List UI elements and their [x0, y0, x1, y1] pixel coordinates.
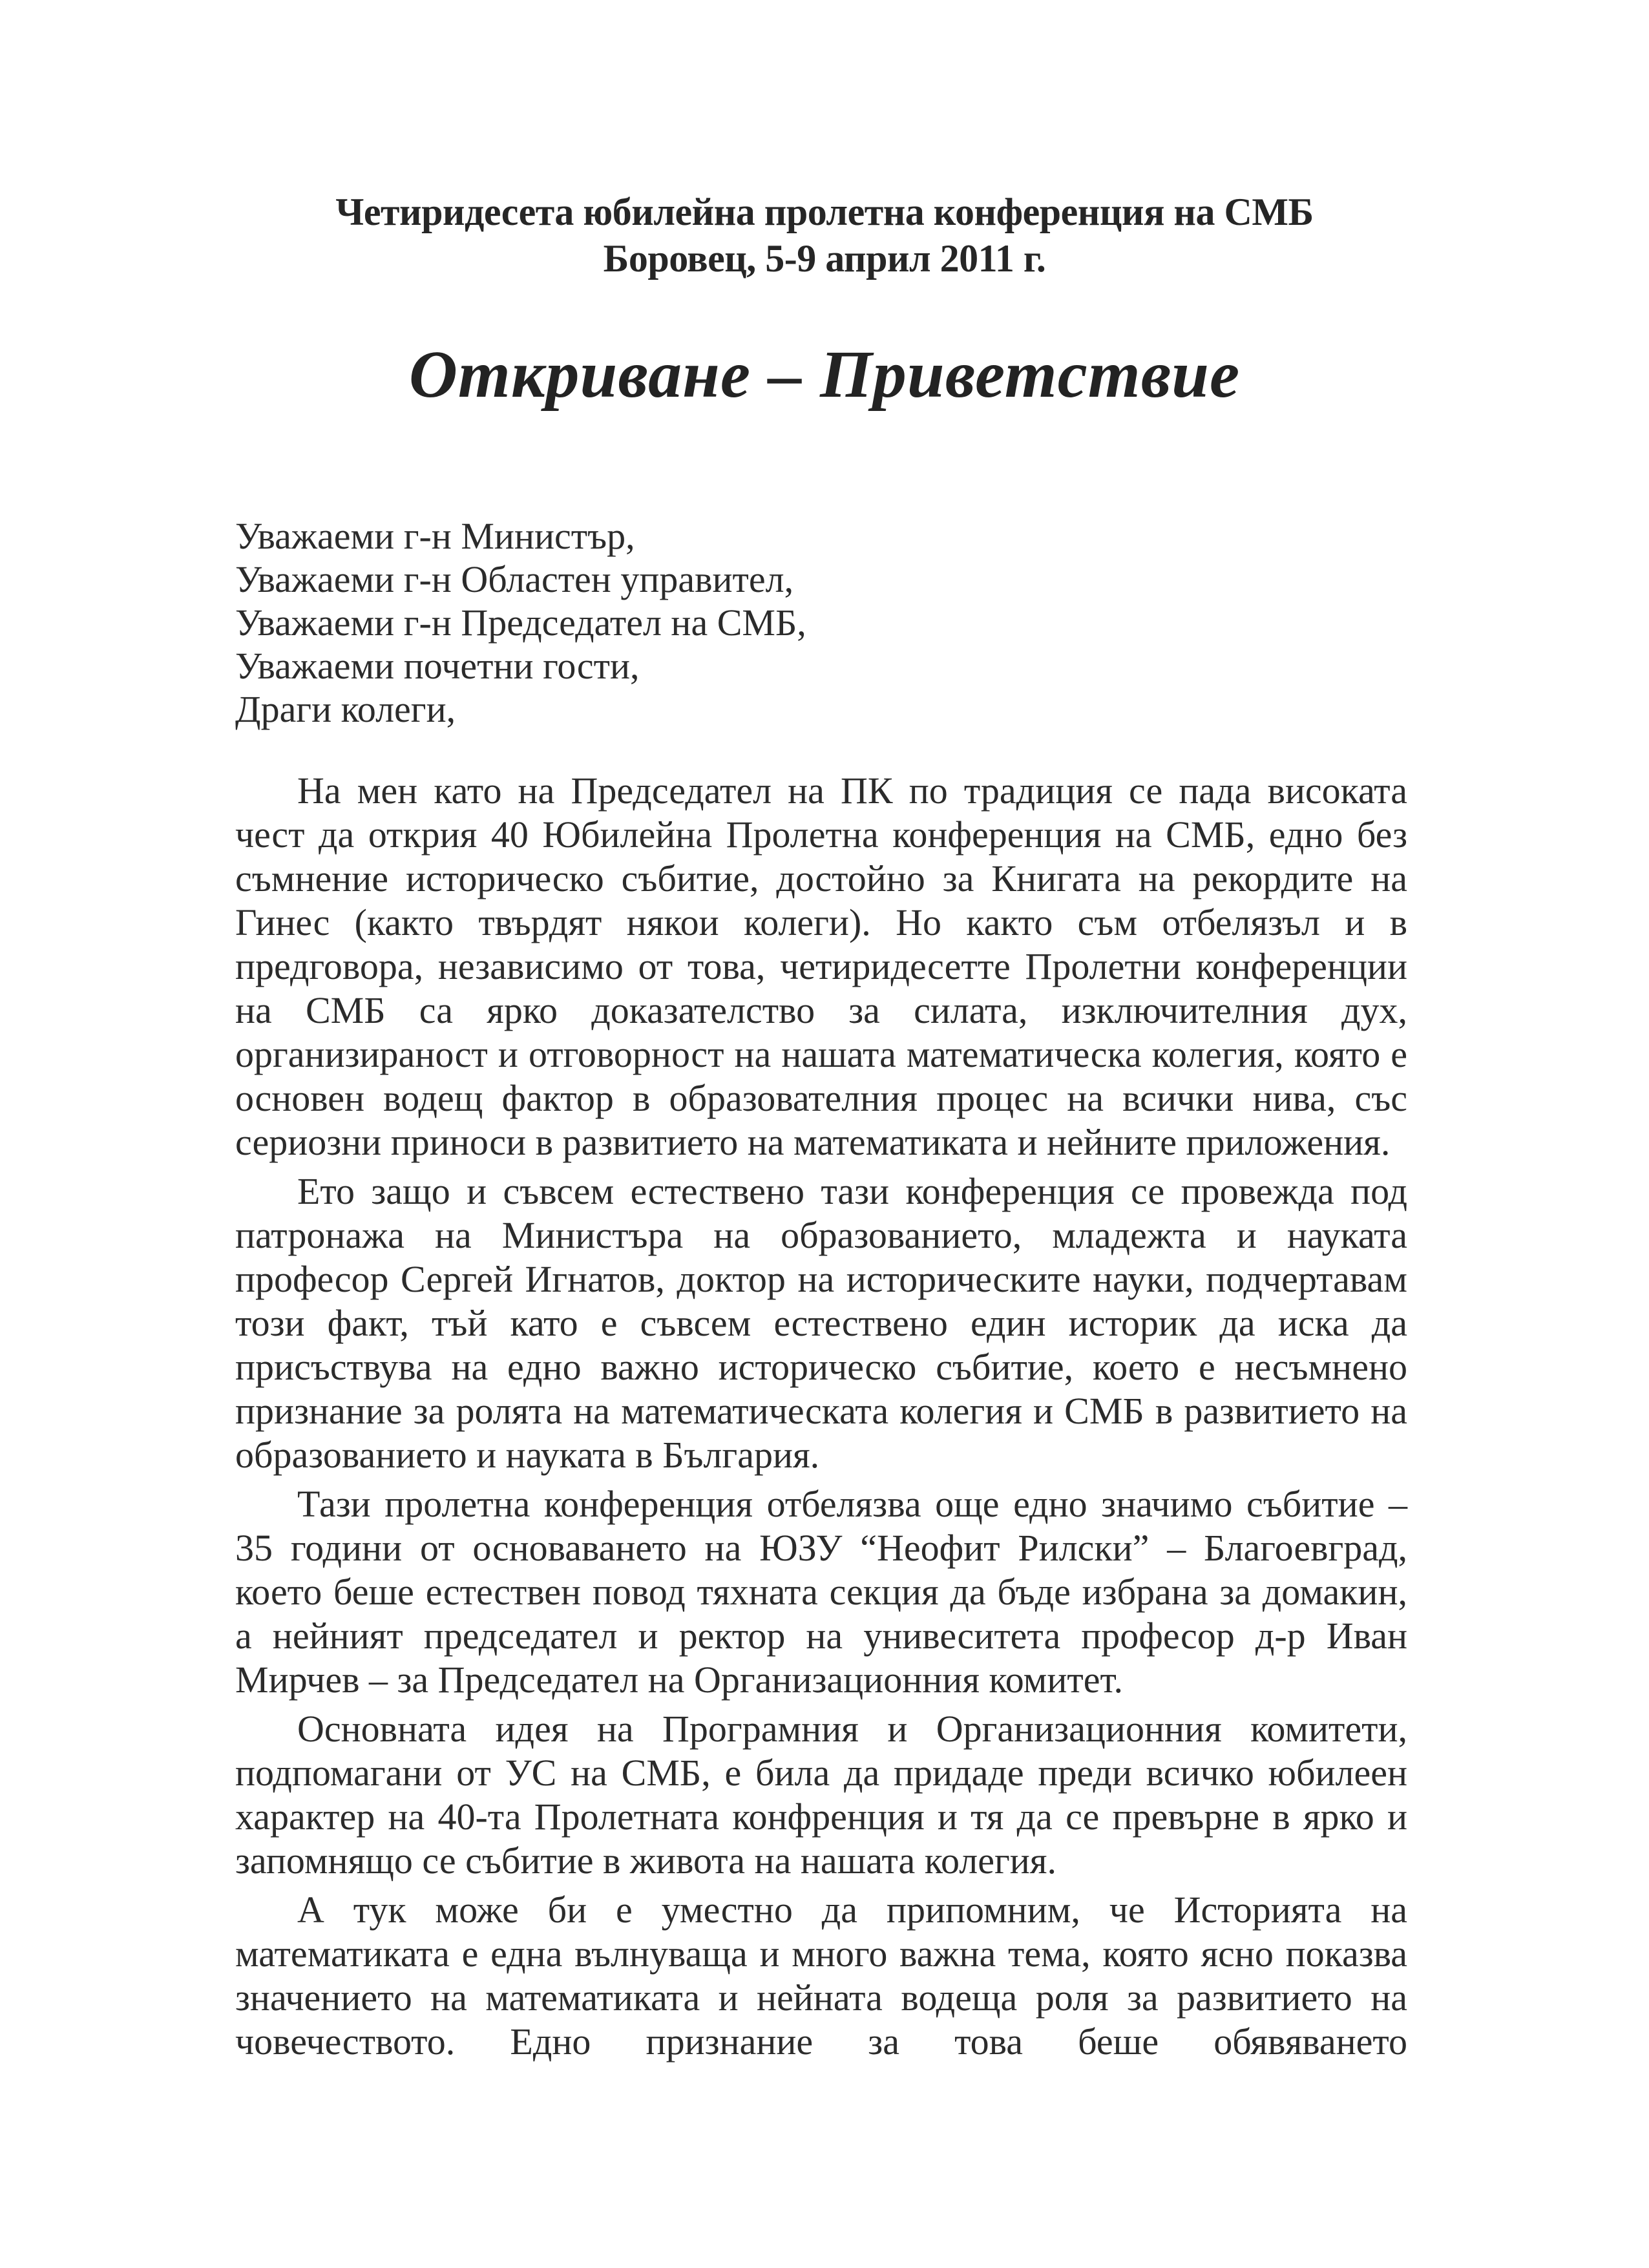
salutation-line: Уважаеми г-н Областен управител, — [235, 558, 794, 600]
conference-place-date: Боровец, 5-9 април 2011 г. — [603, 237, 1046, 280]
paragraph: Тази пролетна конференция отбелязва още едно значимо събитие – 35 години от основаването на ЮЗУ “Неофит Рилски” – Благоевград, което беше естествен повод тяхната секция да бъде избрана за домакин, а нейният председател и ректор на унивеситета професор д-р Иван Мирчев – за Председател на Организационния комитет. — [235, 1483, 1407, 1701]
salutation-line: Уважаеми г-н Министър, — [235, 515, 635, 557]
paragraph: Ето защо и съвсем естествено тази конференция се провежда под патронажа на Министъра на образованието, младежта и науката професор Сергей Игнатов, доктор на историческите науки, подчертавам този факт, тъй като е съвсем естествено един историк да иска да присъствува на едно важно историческо събитие, което е несъмнено признание за ролята на математическата колегия и СМБ в развитието на образованието и науката в България. — [235, 1170, 1407, 1476]
body-text — [235, 769, 1407, 2069]
salutations-block — [235, 514, 1075, 731]
paragraph: Основната идея на Програмния и Организационния комитети, подпомагани от УС на СМБ, е била да придаде преди всичко юбилеен характер на 40-та Пролетната конфренция и тя да се превърне в ярко и запомнящо се събитие в живота на нашата колегия. — [235, 1708, 1407, 1882]
paragraph: На мен като на Председател на ПК по традиция се пада високата чест да открия 40 Юбилейна Пролетна конференция на СМБ, едно без съмнение историческо събитие, достойно за Книгата на рекордите на Гинес (както твърдят някои колеги). Но както съм отбелязъл и в предговора, независимо от това, четиридесетте Пролетни конференции на СМБ са ярко доказателство за силата, изключителния дух, организираност и отговорност на нашата математическа колегия, която е основен водещ фактор в образователния процес на всички нива, със сериозни приноси в развитието на математиката и нейните приложения. — [235, 770, 1407, 1163]
salutation-line: Уважаеми г-н Председател на СМБ, — [235, 602, 806, 644]
document-title: Откриване – Приветствие — [408, 337, 1241, 412]
salutation-line: Драги колеги, — [235, 688, 456, 730]
conference-title: Четиридесета юбилейна пролетна конференция на СМБ — [335, 191, 1314, 233]
paragraph: А тук може би е уместно да припомним, че Историята на математиката е една вълнуваща и много важна тема, която ясно показва значението на математиката и нейната водеща роля за развитието на човечеството. Едно признание за това беше обявяването — [235, 1889, 1407, 2063]
salutation-line: Уважаеми почетни гости, — [235, 645, 640, 687]
